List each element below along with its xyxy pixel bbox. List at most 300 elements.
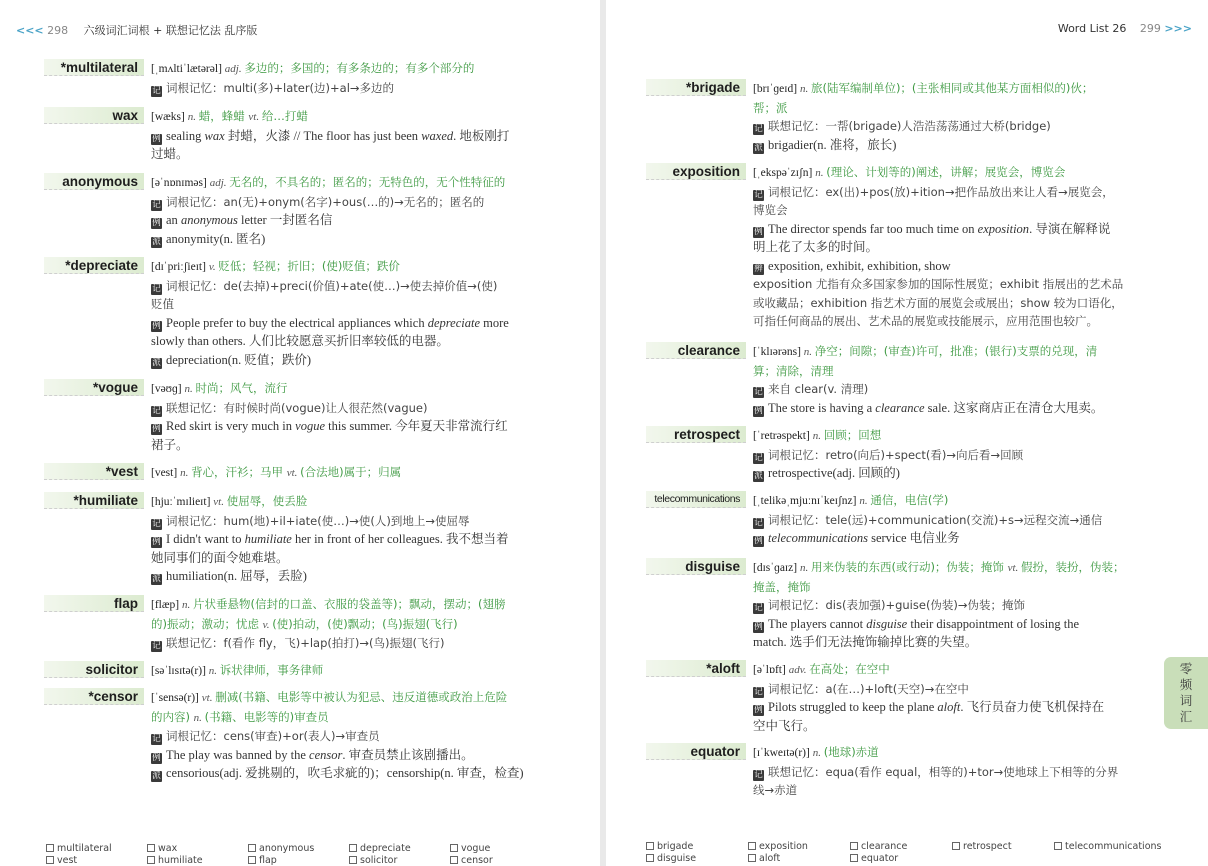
- prev-page-arrows[interactable]: <<<: [16, 24, 44, 37]
- checkbox-icon[interactable]: [850, 854, 858, 862]
- entry-body: [753, 660, 1158, 735]
- headword[interactable]: *vest: [105, 464, 138, 479]
- memory-note: 联想记忆：一帮(brigade)人浩浩荡荡通过大桥(bridge): [768, 119, 1051, 133]
- entry-line: [151, 257, 558, 277]
- distinguish-note: 或收藏品；exhibition 指艺术方面的展览会或展出；show 较为口语化，: [753, 295, 1123, 310]
- headword[interactable]: *depreciate: [65, 258, 138, 273]
- example-keyword: waxed: [421, 128, 454, 143]
- checkbox-icon[interactable]: [748, 842, 756, 850]
- entry-line: [753, 342, 1158, 362]
- checklist-word: flap: [259, 855, 277, 866]
- memory-tag-icon: 记: [754, 452, 763, 463]
- part-of-speech: n.: [859, 495, 871, 507]
- memory-note: 词根记忆：cens(审查)+or(表人)→审查员: [166, 729, 380, 743]
- entry-line: [151, 79, 558, 98]
- phonetic: [flæp]: [151, 599, 182, 611]
- entry-line: [151, 173, 558, 193]
- definition: 回顾；回想: [823, 428, 882, 442]
- definition: (使)拍动，(使)飘动；(鸟)振翅(飞行): [272, 616, 458, 631]
- entry-line: [753, 491, 1158, 511]
- memory-note: 词根记忆：dis(表加强)+guise(伪装)→伪装；掩饰: [768, 598, 1026, 612]
- entry-line: [151, 512, 558, 531]
- memory-note: 联想记忆：equa(看作 equal，相等的)+tor→使地球上下相等的分界: [768, 764, 1119, 779]
- entry-line: [151, 127, 558, 146]
- checkbox-icon[interactable]: [46, 856, 54, 864]
- derivative: depreciation(n. 贬值；跌价): [166, 352, 312, 367]
- entry-line: [151, 379, 558, 399]
- next-page-arrows[interactable]: >>>: [1164, 22, 1192, 35]
- memory-note: 联想记忆：有时候时尚(vogue)让人很茫然(vague): [166, 400, 428, 415]
- part-of-speech: n.: [812, 430, 824, 442]
- side-tab-char: 频: [1179, 677, 1193, 692]
- memory-tag-icon: 记: [754, 124, 763, 134]
- part-of-speech: n.: [803, 346, 815, 358]
- checklist-item[interactable]: [748, 853, 780, 865]
- memory-tag-icon: 记: [152, 283, 161, 294]
- headword[interactable]: *humiliate: [73, 493, 138, 508]
- definition: (理论、计划等的)阐述，讲解；展览会，博览会: [826, 165, 1066, 179]
- checklist-item[interactable]: [46, 843, 112, 855]
- entry-body: [151, 661, 558, 681]
- entry-line: [151, 463, 558, 483]
- derivative: retrospective(adj. 回顾的): [768, 466, 900, 480]
- entry-line: [151, 193, 558, 212]
- phonetic: [vəʊɡ]: [151, 383, 185, 395]
- derive-tag-icon: 派: [754, 142, 763, 153]
- entry-body: [753, 743, 1158, 800]
- example-tag-icon: 例: [754, 621, 763, 632]
- example-translation: 她同事们的面令她难堪。: [151, 550, 289, 565]
- entry-line: [753, 163, 1158, 183]
- memory-tag-icon: 记: [754, 686, 763, 697]
- example-tag-icon: 例: [152, 537, 161, 547]
- definition: 净空；间隙；(审查)许可，批准；(银行)支票的兑现，清: [814, 344, 1098, 358]
- checkbox-icon[interactable]: [646, 854, 654, 862]
- example-sentence: telecommunications service 电信业务: [768, 531, 960, 545]
- headword[interactable]: *brigade: [685, 80, 740, 95]
- book-title: 六级词汇词根 + 联想记忆法 乱序版: [83, 24, 258, 37]
- checkbox-icon[interactable]: [147, 844, 155, 852]
- entry-line: [753, 511, 1158, 530]
- example-sentence: Red skirt is very much in vogue this summer. 今年夏天非常流行红: [166, 419, 508, 433]
- checklist-word: depreciate: [360, 843, 411, 854]
- example-tag-icon: 例: [152, 424, 161, 434]
- entry-body: [753, 163, 1158, 331]
- checklist-item[interactable]: [646, 853, 696, 865]
- entry-line: [151, 595, 558, 615]
- part-of-speech: v.: [262, 618, 273, 631]
- definition: (合法地)属于；归属: [300, 465, 402, 479]
- headword[interactable]: anonymous: [62, 174, 138, 189]
- headword[interactable]: wax: [112, 108, 138, 123]
- memory-note: 博览会: [753, 203, 788, 217]
- checklist-word: brigade: [657, 841, 694, 852]
- checklist-item[interactable]: [646, 841, 693, 853]
- entry-line: [753, 99, 1158, 118]
- checklist-item[interactable]: [1054, 841, 1161, 853]
- entry-body: [151, 688, 558, 783]
- memory-note: 贬值: [151, 297, 174, 311]
- headword[interactable]: *vogue: [92, 380, 138, 395]
- entry-body: [753, 342, 1158, 417]
- phonetic: [dɪˈpriːʃieɪt]: [151, 261, 209, 273]
- entry-line: [151, 211, 558, 230]
- memory-tag-icon: 记: [754, 189, 763, 200]
- entry-line: [753, 362, 1158, 381]
- example-tag-icon: 例: [152, 133, 161, 144]
- example-tag-icon: 例: [754, 405, 763, 416]
- headword[interactable]: disguise: [685, 559, 740, 574]
- checklist-word: vest: [57, 855, 78, 866]
- part-of-speech: n.: [184, 383, 196, 395]
- checklist-item[interactable]: [147, 843, 177, 855]
- phonetic: [ˈklɪərəns]: [753, 346, 804, 358]
- headword[interactable]: *censor: [88, 689, 138, 704]
- entry-body: [151, 463, 558, 483]
- example-tag-icon: 例: [152, 218, 161, 228]
- definition: 背心，汗衫；马甲: [191, 465, 287, 479]
- part-of-speech: adj.: [224, 63, 245, 75]
- checklist-item[interactable]: [850, 853, 898, 865]
- headword[interactable]: equator: [690, 744, 740, 759]
- checkbox-icon[interactable]: [952, 842, 960, 850]
- entry-line: [151, 530, 558, 549]
- checkbox-icon[interactable]: [1054, 842, 1062, 850]
- word-list-title: Word List 26: [1057, 22, 1127, 35]
- entry-line: [151, 688, 558, 708]
- headword[interactable]: telecommunications: [654, 493, 740, 505]
- entry-body: [753, 79, 1158, 154]
- headword[interactable]: *aloft: [706, 661, 740, 676]
- memory-note: 联想记忆：f(看作 fly，飞)+lap(拍打)→(鸟)振翅(飞行): [166, 636, 445, 650]
- part-of-speech: n.: [799, 83, 811, 95]
- entry-line: [151, 145, 558, 164]
- phonetic: [ˌtelikəˌmjuːnɪˈkeɪʃnz]: [753, 495, 860, 507]
- phonetic: [əˈlɒft]: [753, 664, 789, 676]
- example-sentence: I didn't want to humiliate her in front of her colleagues. 我不想当着: [166, 532, 509, 546]
- entry-line: [151, 549, 558, 568]
- derivative: brigadier(n. 准将，旅长): [768, 137, 897, 152]
- side-tab-char: 汇: [1179, 709, 1193, 724]
- definition: 给…打蜡: [261, 109, 308, 123]
- entry-body: [151, 595, 558, 653]
- definition: 无名的，不具名的；匿名的；无特色的，无个性特征的: [229, 175, 506, 189]
- phonetic: [dɪsˈɡaɪz]: [753, 562, 800, 574]
- memory-tag-icon: 记: [152, 85, 161, 96]
- example-keyword: aloft: [937, 700, 961, 714]
- checklist-word: vogue: [461, 843, 491, 854]
- checklist-word: clearance: [861, 841, 908, 852]
- checkbox-icon[interactable]: [349, 856, 357, 864]
- entry-body: [151, 59, 558, 97]
- entry-line: [151, 634, 558, 653]
- memory-note: 词根记忆：an(无)+onym(名字)+ous(…的)→无名的；匿名的: [166, 194, 485, 209]
- checklist-word: telecommunications: [1065, 841, 1162, 852]
- checklist-word: retrospect: [963, 841, 1012, 852]
- derive-tag-icon: 派: [152, 236, 161, 247]
- derivative: humiliation(n. 屈辱，丢脸): [166, 569, 307, 583]
- example-keyword: depreciate: [427, 315, 480, 330]
- left-page-header: [16, 22, 257, 38]
- checklist-item[interactable]: [349, 855, 397, 866]
- entry-line: [753, 294, 1158, 313]
- definition: 的)振动；激动；忧虑: [151, 616, 263, 631]
- example-sentence: People prefer to buy the electrical appliances which depreciate more: [166, 315, 509, 330]
- entry-line: [151, 417, 558, 436]
- checklist-item[interactable]: [450, 843, 490, 855]
- entry-line: [151, 351, 558, 370]
- right-page-number: 299: [1139, 22, 1161, 35]
- derivative: censorious(adj. 爱挑剔的，吹毛求疵的)；censorship(n. 审查，检查): [166, 766, 524, 780]
- example-keyword: wax: [204, 128, 225, 143]
- derive-tag-icon: 派: [152, 771, 161, 781]
- example-sentence: an anonymous letter 一封匿名信: [166, 213, 333, 227]
- entry-body: [753, 426, 1158, 483]
- example-translation: 过蜡。: [151, 147, 189, 161]
- checklist-word: wax: [158, 843, 178, 854]
- definition: (地球)赤道: [823, 745, 879, 759]
- checklist-word: equator: [861, 853, 899, 864]
- entry-line: [753, 257, 1158, 276]
- example-translation: 裙子。: [151, 437, 189, 452]
- entry-line: [151, 615, 558, 635]
- part-of-speech: n.: [799, 562, 811, 574]
- entry-body: [151, 173, 558, 248]
- example-keyword: anonymous: [180, 213, 238, 227]
- memory-note: 线→赤道: [753, 783, 798, 797]
- example-sentence: slowly than others. 人们比较愿意买折旧率较低的电器。: [151, 334, 449, 348]
- definition: 使屈辱，使丢脸: [226, 494, 308, 508]
- part-of-speech: vt.: [286, 467, 301, 479]
- checkbox-icon[interactable]: [450, 856, 458, 864]
- right-page: [606, 0, 1208, 866]
- example-keyword: exposition: [977, 221, 1030, 236]
- memory-note: 词根记忆：de(去掉)+preci(价值)+ate(使…)→使去掉价值→(使): [166, 278, 498, 293]
- definition: 蜡，蜂蜡: [198, 109, 249, 123]
- entry-line: [151, 332, 558, 351]
- entry-line: [151, 314, 558, 333]
- phonetic: [brɪˈɡeɪd]: [753, 83, 800, 95]
- definition: 在高处；在空中: [809, 662, 890, 676]
- entry-line: [753, 698, 1158, 717]
- memory-tag-icon: 记: [152, 199, 161, 210]
- checkbox-icon[interactable]: [46, 844, 54, 852]
- entry-line: [753, 763, 1158, 782]
- definition: 诉状律师，事务律师: [219, 663, 324, 677]
- entry-line: [753, 464, 1158, 483]
- entry-line: [753, 660, 1158, 680]
- headword[interactable]: *multilateral: [60, 60, 138, 75]
- entry-line: [151, 764, 558, 783]
- example-sentence: The director spends far too much time on exposition. 导演在解释说: [768, 221, 1111, 236]
- example-tag-icon: 例: [152, 752, 161, 763]
- memory-tag-icon: 记: [152, 641, 161, 651]
- headword[interactable]: clearance: [677, 343, 740, 358]
- entry-line: [753, 136, 1158, 155]
- example-translation: match. 选手们无法掩饰输掉比赛的失望。: [753, 635, 978, 649]
- example-keyword: censor: [309, 747, 343, 762]
- example-keyword: vogue: [295, 419, 326, 433]
- checklist-item[interactable]: [850, 841, 907, 853]
- entry-line: [151, 708, 558, 728]
- part-of-speech: n.: [193, 711, 205, 724]
- entry-line: [753, 446, 1158, 465]
- part-of-speech: vt.: [1007, 562, 1022, 574]
- headword[interactable]: retrospect: [673, 427, 740, 442]
- zero-frequency-tab[interactable]: [1164, 657, 1208, 729]
- checkbox-icon[interactable]: [748, 854, 756, 862]
- entry-body: [753, 558, 1158, 652]
- example-translation: 空中飞行。: [753, 718, 816, 733]
- left-page-number: 298: [47, 24, 69, 37]
- left-page: [0, 0, 600, 866]
- part-of-speech: adj.: [209, 177, 230, 189]
- entry-body: [151, 107, 558, 164]
- entry-line: [151, 107, 558, 127]
- memory-note: 词根记忆：retro(向后)+spect(看)→向后看→回顾: [768, 447, 1024, 462]
- distinguish-tag-icon: 辨: [754, 263, 763, 274]
- part-of-speech: n.: [187, 111, 199, 123]
- checkbox-icon[interactable]: [349, 844, 357, 852]
- checklist-item[interactable]: [450, 855, 493, 866]
- derivative: anonymity(n. 匿名): [166, 231, 266, 246]
- definition: 片状垂悬物(信封的口盖、衣服的袋盖等)；飘动，摆动；(翅膀: [192, 597, 506, 611]
- entry-line: [151, 277, 558, 296]
- definition: 算；清除，清理: [753, 363, 834, 378]
- part-of-speech: vt.: [201, 692, 216, 704]
- example-sentence: sealing wax 封蜡，火漆 // The floor has just been waxed. 地板刚打: [166, 128, 510, 143]
- entry-line: [151, 295, 558, 314]
- distinguish-note: exposition 尤指有众多国家参加的国际性展览；exhibit 指展出的艺术品: [753, 277, 1124, 291]
- part-of-speech: v.: [208, 261, 219, 273]
- entry-line: [753, 717, 1158, 736]
- checklist-item[interactable]: [349, 843, 411, 855]
- checklist-item[interactable]: [952, 841, 1012, 853]
- entry-body: [151, 379, 558, 454]
- part-of-speech: vt.: [248, 111, 262, 123]
- checkbox-icon[interactable]: [147, 856, 155, 864]
- memory-note: 词根记忆：a(在…)+loft(天空)→在空中: [768, 681, 969, 696]
- phonetic: [ˈsensə(r)]: [151, 692, 202, 704]
- headword[interactable]: solicitor: [85, 662, 138, 677]
- phonetic: [ˌmʌltiˈlætərəl]: [151, 63, 225, 75]
- part-of-speech: n.: [815, 167, 827, 179]
- memory-tag-icon: 记: [152, 734, 161, 744]
- example-sentence: The players cannot disguise their disappointment of losing the: [768, 616, 1080, 631]
- headword[interactable]: exposition: [672, 164, 740, 179]
- checklist-item[interactable]: [248, 855, 277, 866]
- checkbox-icon[interactable]: [850, 842, 858, 850]
- entry-line: [753, 79, 1158, 99]
- derive-tag-icon: 派: [152, 574, 161, 584]
- example-sentence: The store is having a clearance sale. 这家商店正在清仓大甩卖。: [768, 400, 1104, 415]
- phonetic: [ˌekspəˈzɪʃn]: [753, 167, 816, 179]
- checkbox-icon[interactable]: [646, 842, 654, 850]
- checkbox-icon[interactable]: [450, 844, 458, 852]
- definition: 通信，电信(学): [870, 493, 949, 507]
- memory-tag-icon: 记: [754, 517, 763, 528]
- memory-tag-icon: 记: [152, 518, 161, 529]
- checklist-word: disguise: [657, 853, 697, 864]
- entry-line: [753, 743, 1158, 763]
- entry-line: [151, 746, 558, 765]
- entry-line: [753, 312, 1158, 331]
- side-tab-char: 零: [1179, 661, 1193, 676]
- distinguish-note: 可指任何商品的展出、艺术品的展览或技能展示，应用范围也较广。: [753, 314, 1098, 328]
- definition: 帮；派: [753, 100, 788, 115]
- checklist-item[interactable]: [147, 855, 203, 866]
- entry-line: [753, 633, 1158, 652]
- phonetic: [vest]: [151, 467, 181, 479]
- entry-line: [753, 596, 1158, 615]
- definition: 删减(书籍、电影等中被认为犯忌、违反道德或政治上危险: [215, 690, 508, 704]
- entry-body: [151, 257, 558, 369]
- memory-note: 词根记忆：tele(远)+communication(交流)+s→远程交流→通信: [768, 512, 1103, 527]
- checklist-item[interactable]: [248, 843, 314, 855]
- definition: 时尚；风气，流行: [195, 381, 288, 395]
- entry-line: [753, 615, 1158, 634]
- checklist-item[interactable]: [46, 855, 77, 866]
- phonetic: [ˈretrəspekt]: [753, 430, 813, 442]
- distinguish-note: exposition, exhibit, exhibition, show: [768, 258, 951, 273]
- definition: 用来伪装的东西(或行动)；伪装；掩饰: [810, 560, 1008, 574]
- phonetic: [səˈlɪsɪtə(r)]: [151, 665, 209, 677]
- checklist-item[interactable]: [748, 841, 808, 853]
- side-tab-char: 词: [1179, 693, 1193, 708]
- entry-line: [753, 220, 1158, 239]
- definition: (书籍、电影等的)审查员: [204, 709, 329, 724]
- part-of-speech: n.: [208, 665, 220, 677]
- phonetic: [ɪˈkweɪtə(r)]: [753, 747, 813, 759]
- entry-line: [151, 727, 558, 746]
- entry-line: [753, 558, 1158, 578]
- memory-note: 词根记忆：multi(多)+later(边)+al→多边的: [166, 80, 395, 95]
- part-of-speech: n.: [181, 599, 193, 611]
- derive-tag-icon: 派: [152, 357, 161, 368]
- entry-line: [753, 238, 1158, 257]
- checkbox-icon[interactable]: [248, 856, 256, 864]
- derive-tag-icon: 派: [754, 471, 763, 481]
- example-keyword: telecommunications: [768, 531, 868, 545]
- phonetic: [wæks]: [151, 111, 188, 123]
- memory-tag-icon: 记: [152, 405, 161, 416]
- entry-line: [753, 426, 1158, 446]
- checklist-word: humiliate: [158, 855, 203, 866]
- part-of-speech: vt.: [213, 496, 227, 508]
- checklist-word: censor: [461, 855, 493, 866]
- entry-line: [151, 399, 558, 418]
- example-sentence: Pilots struggled to keep the plane aloft. 飞行员奋力使飞机保持在: [768, 700, 1105, 714]
- example-tag-icon: 例: [152, 320, 161, 331]
- definition: 假扮，装扮，伪装；: [1021, 560, 1125, 574]
- entry-line: [151, 492, 558, 512]
- example-tag-icon: 例: [754, 226, 763, 237]
- phonetic: [hjuːˈmɪlieɪt]: [151, 496, 214, 508]
- entry-line: [753, 275, 1158, 294]
- checkbox-icon[interactable]: [248, 844, 256, 852]
- entry-body: [753, 491, 1158, 548]
- checklist-word: anonymous: [259, 843, 315, 854]
- definition: 多边的；多国的；有多条边的；有多个部分的: [244, 61, 475, 75]
- memory-note: 词根记忆：hum(地)+il+iate(使…)→使(人)到地上→使屈辱: [166, 513, 470, 528]
- checklist-word: multilateral: [57, 843, 112, 854]
- entry-line: [151, 230, 558, 249]
- entry-line: [753, 117, 1158, 136]
- part-of-speech: adv.: [788, 664, 810, 676]
- headword[interactable]: flap: [113, 596, 138, 611]
- part-of-speech: n.: [812, 747, 824, 759]
- entry-body: [151, 492, 558, 586]
